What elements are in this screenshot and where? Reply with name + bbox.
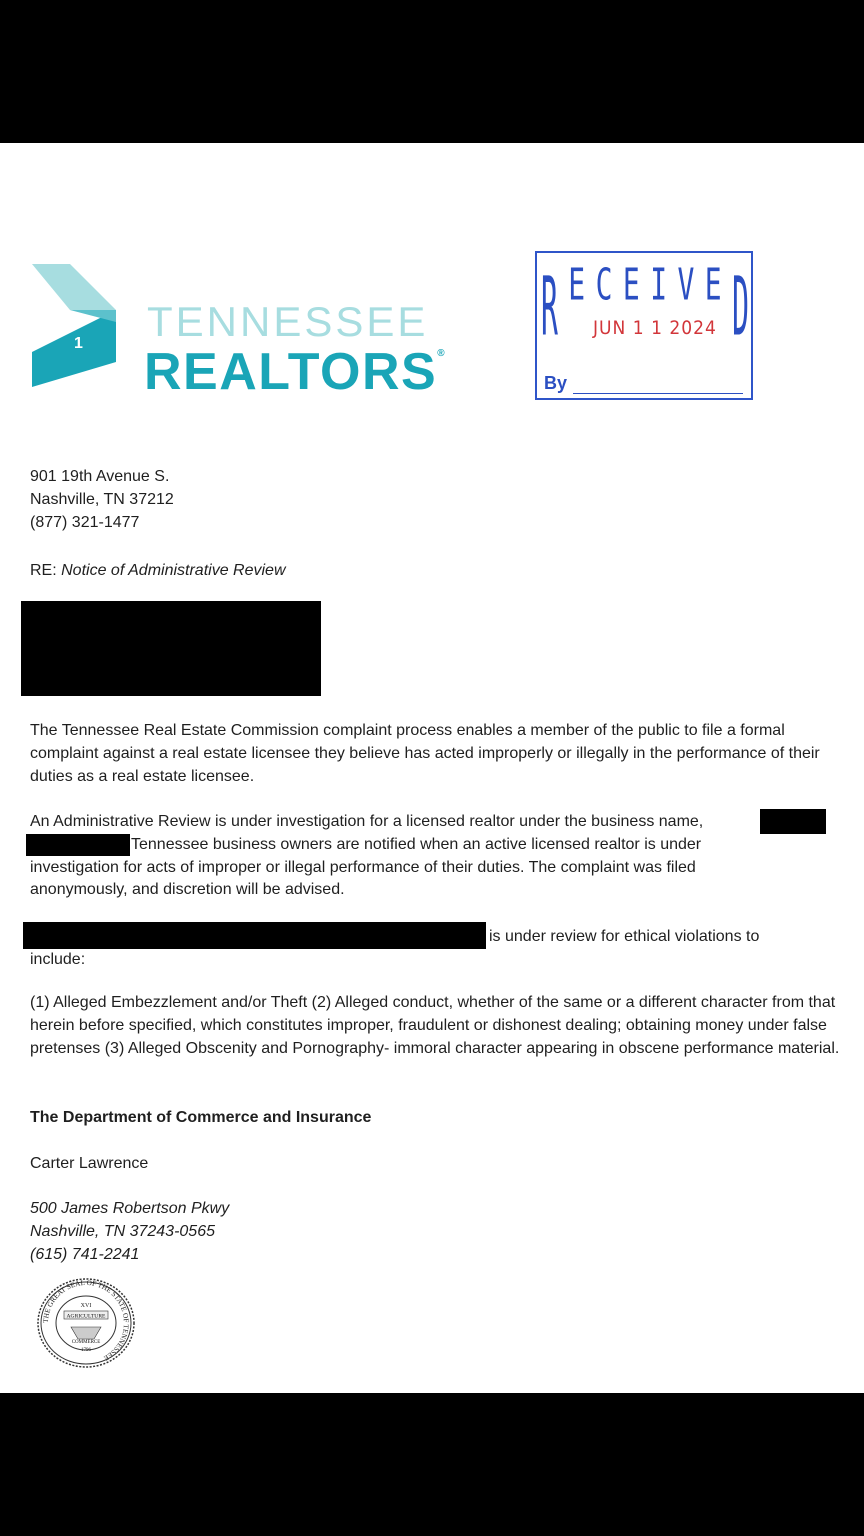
department-address xyxy=(30,1197,229,1266)
stamp-letter: I xyxy=(650,259,668,311)
para-line: Tennessee business owners are notified when an active licensed realtor is under xyxy=(131,835,702,853)
para-line: An Administrative Review is under investigation for a licensed realtor under the business name, xyxy=(30,813,704,830)
address-line: Nashville, TN 37212 xyxy=(30,491,174,508)
seal-ring-text: THE GREAT SEAL OF THE STATE OF TENNESSEE xyxy=(41,1278,131,1363)
seal-commerce: COMMERCE xyxy=(71,1340,101,1345)
stamp-date: JUN 1 1 2024 xyxy=(593,317,717,339)
redaction-box xyxy=(21,601,321,696)
seal-agriculture: AGRICULTURE xyxy=(66,1313,106,1320)
tennessee-state-seal xyxy=(36,1277,136,1367)
department-name: The Department of Commerce and Insurance xyxy=(30,1109,372,1126)
review-violations-line: include: xyxy=(30,951,86,968)
stamp-letter: E xyxy=(704,259,722,311)
stamp-by-label: By xyxy=(544,373,568,393)
paragraph-complaint-process: The Tennessee Real Estate Commission complaint process enables a member of the public to file a formal complaint against a real estate licensee they believe has acted improperly or illegally in the performance of their duties as a real estate licensee. xyxy=(30,722,820,785)
stamp-letter: E xyxy=(568,259,586,311)
redaction-box xyxy=(760,809,826,834)
redaction-box xyxy=(26,834,130,856)
sender-address xyxy=(30,465,174,534)
review-violations-line: is under review for ethical violations to xyxy=(489,928,760,945)
re-line xyxy=(30,559,286,582)
stamp-signature-line xyxy=(573,393,743,394)
redaction-box xyxy=(23,922,486,949)
svg-text:1: 1 xyxy=(74,335,83,352)
realtors-chevron-icon xyxy=(30,262,130,392)
re-prefix: RE: xyxy=(30,562,62,579)
signer-name: Carter Lawrence xyxy=(30,1155,149,1172)
re-subject: Notice of Administrative Review xyxy=(61,562,286,579)
stamp-letter: V xyxy=(677,259,695,311)
address-line: Nashville, TN 37243-0565 xyxy=(30,1223,215,1240)
address-line: (877) 321-1477 xyxy=(30,514,140,531)
address-line: 901 19th Avenue S. xyxy=(30,468,170,485)
seal-year: 1796 xyxy=(81,1348,91,1353)
received-stamp xyxy=(535,251,753,400)
seal-roman: XVI xyxy=(80,1303,92,1309)
address-line: 500 James Robertson Pkwy xyxy=(30,1200,230,1217)
para-line: anonymously, and discretion will be advised. xyxy=(30,881,345,899)
tennessee-realtors-logo xyxy=(30,262,450,402)
stamp-letter: E xyxy=(622,259,640,311)
logo-line-tennessee: TENNESSEE xyxy=(147,298,429,345)
stamp-letter: D xyxy=(732,259,749,355)
address-line: (615) 741-2241 xyxy=(30,1246,140,1263)
logo-line-realtors: REALTORS® xyxy=(144,343,447,401)
para-line: investigation for acts of improper or illegal performance of their duties. The complaint was filed xyxy=(30,858,696,876)
paragraph-violations: (1) Alleged Embezzlement and/or Theft (2) Alleged conduct, whether of the same or a different character from that herein before specified, which constitutes improper, fraudulent or dishonest dealing; obtaining money under false pretenses (3) Alleged Obscenity and Pornography- immoral character appearing in obscene performance material. xyxy=(30,994,840,1057)
stamp-letter: C xyxy=(595,259,613,311)
stamp-letter: R xyxy=(541,259,558,355)
paragraph-administrative-review xyxy=(30,811,845,902)
